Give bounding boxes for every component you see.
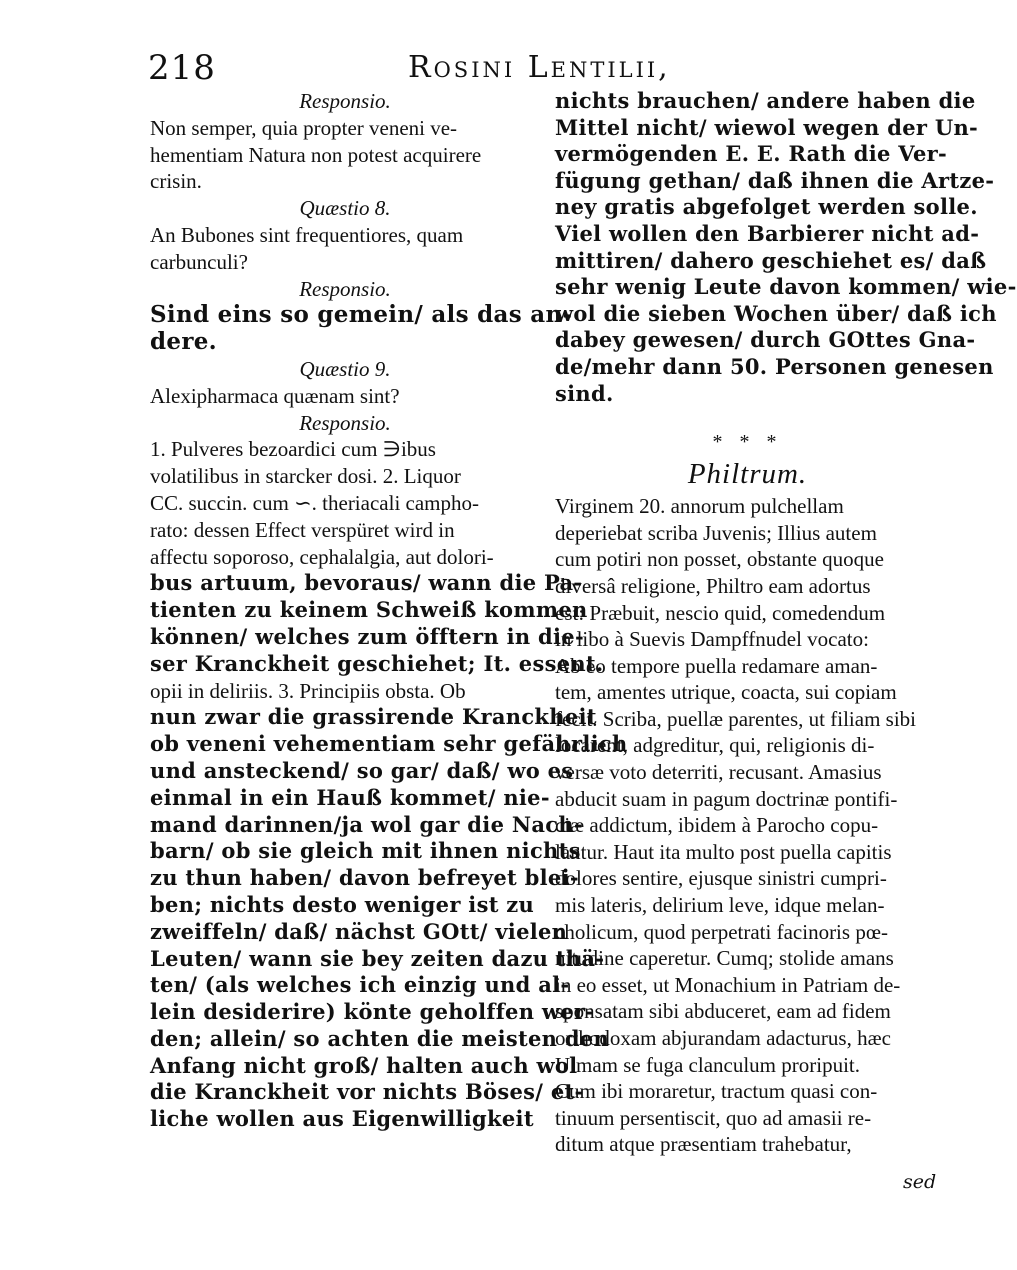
- left-column-text-line: Quæstio 9.: [299, 356, 391, 381]
- left-column-text-line: hementiam Natura non potest acquirere: [150, 142, 482, 167]
- philtrum-text-line: dolores sentire, ejusque sinistri cumpri-: [555, 866, 887, 891]
- right-column-text-line: mittiren/ dahero geschiehet es/ daß: [555, 247, 987, 273]
- left-column-text-line: opii in deliriis. 3. Principiis obsta. Ob: [150, 678, 466, 703]
- left-column-text-line: mand darinnen/ja wol gar die Nach-: [150, 811, 583, 837]
- philtrum-text-line: cum potiri non posset, obstante quoque: [555, 547, 884, 572]
- left-column: [150, 88, 628, 1133]
- philtrum-text-line: est: Præbuit, nescio quid, comedendum: [555, 600, 886, 625]
- section-title: Philtrum.: [687, 458, 808, 491]
- left-column-text-line: bus artuum, bevoraus/ wann die Pa-: [150, 570, 583, 596]
- left-column-text-line: Responsio.: [299, 276, 391, 301]
- philtrum-text-line: fecit. Scriba, puellæ parentes, ut filiam sibi: [555, 706, 916, 731]
- right-column-text-line: fügung gethan/ daß ihnen die Artze-: [555, 167, 995, 193]
- running-head: Rosini Lentilii,: [408, 50, 671, 85]
- left-column-text-line: liche wollen aus Eigenwilligkeit: [150, 1106, 534, 1132]
- philtrum-text-line: Ab eo tempore puella redamare aman-: [555, 653, 878, 678]
- left-column-text-line: 1. Pulveres bezoardici cum ∋ibus: [150, 437, 436, 462]
- catchword: sed: [903, 1171, 937, 1193]
- right-column-text-line: sehr wenig Leute davon kommen/ wie-: [555, 274, 1017, 300]
- philtrum-text-line: tinuum persentiscit, quo ad amasii re-: [555, 1105, 872, 1130]
- left-column-text-line: zu thun haben/ davon befreyet blei-: [150, 865, 579, 891]
- right-column-text-line: nichts brauchen/ andere haben die: [555, 88, 976, 113]
- left-column-text-line: An Bubones sint frequentiores, quam: [150, 222, 464, 247]
- right-column-top-text: [555, 88, 1017, 407]
- left-column-text-line: tienten zu keinem Schweiß kommen: [150, 597, 588, 623]
- left-column-text-line: den; allein/ so achten die meisten den: [150, 1025, 610, 1051]
- philtrum-text-line: Ulmam se fuga clanculum proripuit.: [555, 1052, 861, 1077]
- right-column-text-line: Viel wollen den Barbierer nicht ad-: [555, 220, 980, 246]
- left-column-text-line: zweiffeln/ daß/ nächst GOtt/ vielen: [150, 918, 568, 944]
- section-spacer: [555, 407, 940, 429]
- right-column-text-line: ney gratis abgefolget werden solle.: [555, 194, 978, 220]
- philtrum-text-line: ciæ addictum, ibidem à Parocho copu-: [555, 813, 879, 838]
- philtrum-text-line: versæ voto deterriti, recusant. Amasius: [555, 760, 882, 785]
- left-column-text-line: dere.: [150, 328, 217, 356]
- philtrum-text-line: abducit suam in pagum doctrinæ pontifi-: [555, 786, 898, 811]
- left-column-text-line: crisin.: [150, 169, 202, 194]
- left-column-text-line: ser Kranckheit geschiehet; It. essent.: [150, 650, 604, 676]
- philtrum-text-line: cholicum, quod perpetrati facinoris pœ-: [555, 919, 888, 944]
- left-column-text-line: Non semper, quia propter veneni ve-: [150, 115, 458, 140]
- left-column-text-line: affectu soporoso, cephalalgia, aut dolori-: [150, 544, 494, 569]
- right-column-text-line: de/mehr dann 50. Personen genesen: [555, 353, 994, 379]
- page-number: 218: [148, 48, 216, 88]
- philtrum-text-line: deperiebat scriba Juvenis; Illius autem: [555, 520, 877, 545]
- philtrum-text-line: nitudine caperetur. Cumq; stolide amans: [555, 946, 894, 971]
- right-column-text-line: wol die sieben Wochen über/ daß ich: [555, 300, 997, 326]
- left-column-text-line: nun zwar die grassirende Kranckheit: [150, 704, 597, 730]
- left-column-text-line: können/ welches zum öfftern in die-: [150, 623, 584, 649]
- philtrum-text-line: mis lateris, delirium leve, idque melan-: [555, 893, 885, 918]
- asterism-ornament: * * *: [712, 431, 783, 454]
- left-column-text-line: Quæstio 8.: [299, 196, 391, 221]
- philtrum-text-line: Cum ibi moraretur, tractum quasi con-: [555, 1079, 878, 1104]
- right-column-text-line: Mittel nicht/ wiewol wegen der Un-: [555, 114, 979, 140]
- philtrum-text-line: in eo esset, ut Monachium in Patriam de-: [555, 972, 901, 997]
- left-column-text-line: rato: dessen Effect verspüret wird in: [150, 517, 455, 542]
- left-column-text-line: CC. succin. cum ∽. theriacali campho-: [150, 490, 479, 515]
- left-column-text-line: Alexipharmaca quænam sint?: [150, 383, 400, 408]
- left-column-text-line: ben; nichts desto weniger ist zu: [150, 891, 535, 917]
- philtrum-text-line: tem, amentes utrique, coacta, sui copiam: [555, 680, 897, 705]
- left-column-text-line: Responsio.: [299, 410, 391, 435]
- left-column-text-line: volatilibus in starcker dosi. 2. Liquor: [150, 464, 461, 489]
- left-column-text-line: und ansteckend/ so gar/ daß/ wo es: [150, 757, 574, 783]
- right-column: [555, 88, 1017, 1158]
- left-column-text-line: ten/ (als welches ich einzig und al-: [150, 972, 570, 998]
- right-column-text-line: vermögenden E. E. Rath die Ver-: [555, 141, 948, 167]
- left-column-text-line: Responsio.: [299, 89, 391, 113]
- philtrum-text-line: ditum atque præsentiam trahebatur,: [555, 1132, 852, 1157]
- left-column-text-line: Leuten/ wann sie bey zeiten dazu thä-: [150, 945, 605, 971]
- philtrum-text-line: locarent, adgreditur, qui, religionis di-: [555, 733, 875, 758]
- right-column-text-line: sind.: [555, 380, 614, 406]
- philtrum-text-line: orthodoxam abjurandam adacturus, hæc: [555, 1026, 891, 1050]
- philtrum-text-line: sponsatam sibi abduceret, eam ad fidem: [555, 999, 891, 1024]
- left-column-text-line: ob veneni vehementiam sehr gefährlich: [150, 731, 628, 757]
- philtrum-text-line: Virginem 20. annorum pulchellam: [555, 494, 844, 519]
- left-column-text-line: barn/ ob sie gleich mit ihnen nichts: [150, 838, 581, 864]
- right-column-text-line: dabey gewesen/ durch GOttes Gna-: [555, 327, 976, 353]
- right-column-body-text: [555, 493, 940, 1158]
- philtrum-text-line: lantur. Haut ita multo post puella capitis: [555, 839, 892, 864]
- left-column-text-line: carbunculi?: [150, 249, 248, 274]
- left-column-text-line: einmal in ein Hauß kommet/ nie-: [150, 784, 550, 810]
- philtrum-text-line: diversâ religione, Philtro eam adortus: [555, 573, 871, 598]
- left-column-text-line: Sind eins so gemein/ als das an-: [150, 301, 573, 329]
- philtrum-text-line: in libo à Suevis Dampffnudel vocato:: [555, 627, 869, 652]
- left-column-text-line: die Kranckheit vor nichts Böses/ et-: [150, 1079, 584, 1105]
- left-column-text-line: lein desiderire) könte geholffen wer-: [150, 999, 595, 1025]
- left-column-text-line: Anfang nicht groß/ halten auch wol: [150, 1052, 578, 1078]
